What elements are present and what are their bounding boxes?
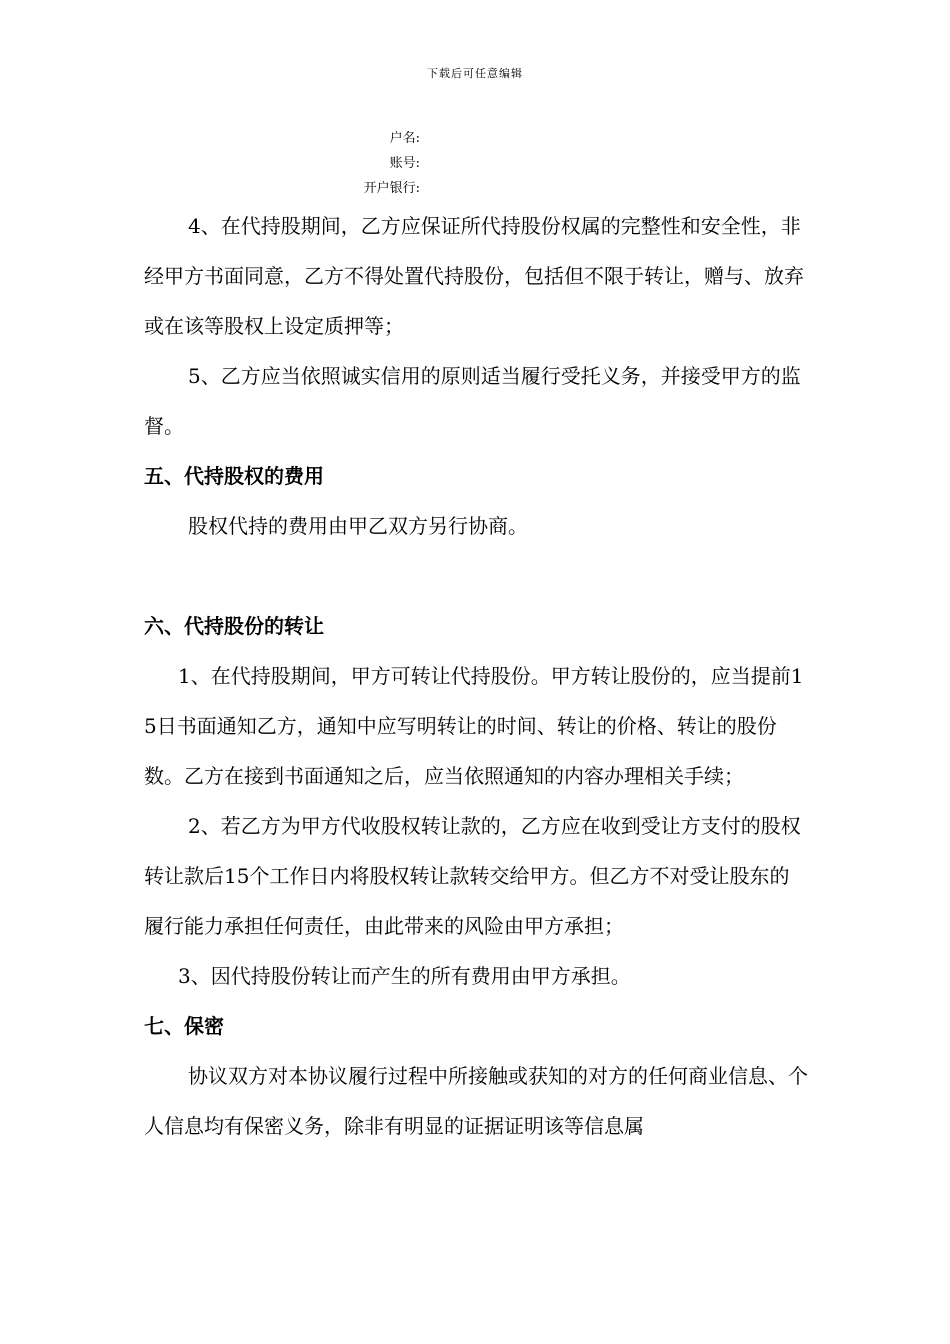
section-5-heading: 五、代持股权的费用	[144, 464, 324, 488]
section-6-clause-1: 1、在代持股期间，甲方可转让代持股份。甲方转让股份的，应当提前15日书面通知乙方，通知中应写明转让的时间、转让的价格、转让的股份数。乙方在接到书面通知之后，应当依照通知的内容办理相关手续；	[144, 664, 804, 788]
account-name-label: 户名:	[389, 131, 420, 146]
section-6-clause-2: 2、若乙方为甲方代收股权转让款的，乙方应在收到受让方支付的股权转让款后15个工作日内将股权转让款转交给甲方。但乙方不对受让股东的履行能力承担任何责任，由此带来的风险由甲方承担；	[144, 814, 801, 938]
section-7-heading: 七、保密	[144, 1014, 224, 1038]
account-number-label: 账号:	[389, 156, 420, 171]
account-bank-label: 开户银行:	[363, 181, 420, 196]
clause-5-paragraph: 5、乙方应当依照诚实信用的原则适当履行受托义务，并接受甲方的监督。	[144, 364, 801, 438]
paragraph-gap	[144, 551, 808, 601]
header-note: 下载后可任意编辑	[427, 67, 523, 80]
section-7-body: 协议双方对本协议履行过程中所接触或获知的对方的任何商业信息、个人信息均有保密义务，除非有明显的证据证明该等信息属	[144, 1064, 808, 1138]
section-5-body: 股权代持的费用由甲乙双方另行协商。	[188, 514, 528, 538]
section-6-heading: 六、代持股份的转让	[144, 614, 324, 638]
account-info-block	[300, 126, 420, 201]
clause-4-paragraph: 4、在代持股期间，乙方应保证所代持股份权属的完整性和安全性，非经甲方书面同意，乙方不得处置代持股份，包括但不限于转让，赠与、放弃或在该等股权上设定质押等；	[144, 214, 804, 338]
section-6-clause-3: 3、因代持股份转让而产生的所有费用由甲方承担。	[178, 964, 631, 988]
document-body	[144, 201, 808, 1151]
